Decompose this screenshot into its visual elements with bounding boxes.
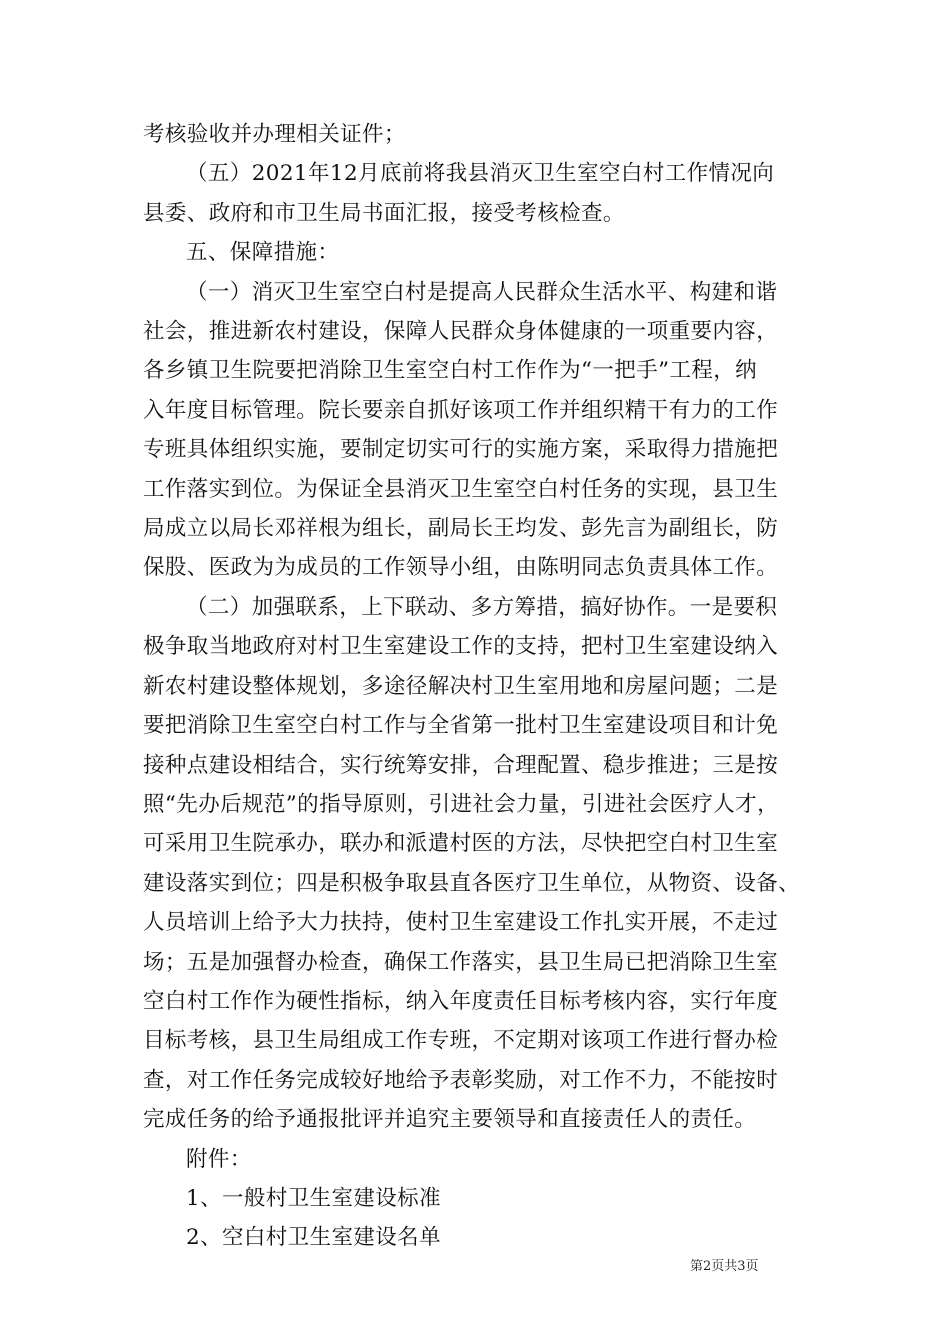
- text-line: 建设落实到位；四是积极争取县直各医疗卫生单位，从物资、设备、: [143, 870, 801, 896]
- text-line: 要把消除卫生室空白村工作与全省第一批村卫生室建设项目和计免: [143, 713, 779, 739]
- attachment-item: 2、空白村卫生室建设名单: [186, 1225, 441, 1251]
- text-line: 可采用卫生院承办，联办和派遣村医的方法，尽快把空白村卫生室: [143, 831, 779, 857]
- document-body: [143, 115, 833, 1258]
- attachment-item: 1、一般村卫生室建设标准: [186, 1185, 441, 1211]
- text-line: 保股、医政为为成员的工作领导小组，由陈明同志负责具体工作。: [143, 555, 779, 581]
- page-number: 第2页共3页: [690, 1259, 759, 1274]
- section-heading: 五、保障措施：: [186, 240, 340, 266]
- text-line: 完成任务的给予通报批评并追究主要领导和直接责任人的责任。: [143, 1107, 757, 1133]
- text-line: 入年度目标管理。院长要亲自抓好该项工作并组织精干有力的工作: [143, 397, 779, 423]
- text-line: 照“先办后规范”的指导原则，引进社会力量，引进社会医疗人才，: [143, 791, 779, 817]
- text-line: 极争取当地政府对村卫生室建设工作的支持，把村卫生室建设纳入: [143, 634, 779, 660]
- attachment-heading: 附件：: [186, 1146, 252, 1172]
- text-line: 社会，推进新农村建设，保障人民群众身体健康的一项重要内容，: [143, 319, 779, 345]
- text-line: 局成立以局长邓祥根为组长，副局长王均发、彭先言为副组长，防: [143, 516, 779, 542]
- text-line: 考核验收并办理相关证件；: [143, 122, 406, 147]
- text-line: 场；五是加强督办检查，确保工作落实，县卫生局已把消除卫生室: [143, 949, 779, 975]
- text-line: 新农村建设整体规划，多途径解决村卫生室用地和房屋问题；二是: [143, 673, 779, 699]
- text-line: （五）2021年12月底前将我县消灭卫生室空白村工作情况向: [186, 161, 775, 187]
- text-line: 人员培训上给予大力扶持，使村卫生室建设工作扎实开展，不走过: [143, 910, 779, 936]
- text-line: 各乡镇卫生院要把消除卫生室空白村工作作为“一把手”工程，纳: [143, 358, 758, 384]
- text-line: 查，对工作任务完成较好地给予表彰奖励，对工作不力，不能按时: [143, 1067, 779, 1093]
- text-line: （二）加强联系，上下联动、多方筹措，搞好协作。一是要积: [186, 594, 778, 620]
- text-line: 目标考核，县卫生局组成工作专班，不定期对该项工作进行督办检: [143, 1028, 779, 1054]
- text-line: 接种点建设相结合，实行统筹安排，合理配置、稳步推进；三是按: [143, 752, 779, 778]
- text-line: （一）消灭卫生室空白村是提高人民群众生活水平、构建和谐: [186, 279, 778, 305]
- text-line: 工作落实到位。为保证全县消灭卫生室空白村任务的实现，县卫生: [143, 476, 779, 502]
- text-line: 县委、政府和市卫生局书面汇报，接受考核检查。: [143, 200, 625, 226]
- text-line: 专班具体组织实施，要制定切实可行的实施方案，采取得力措施把: [143, 437, 779, 463]
- text-line: 空白村工作作为硬性指标，纳入年度责任目标考核内容，实行年度: [143, 988, 779, 1014]
- page-footer: [690, 1255, 759, 1274]
